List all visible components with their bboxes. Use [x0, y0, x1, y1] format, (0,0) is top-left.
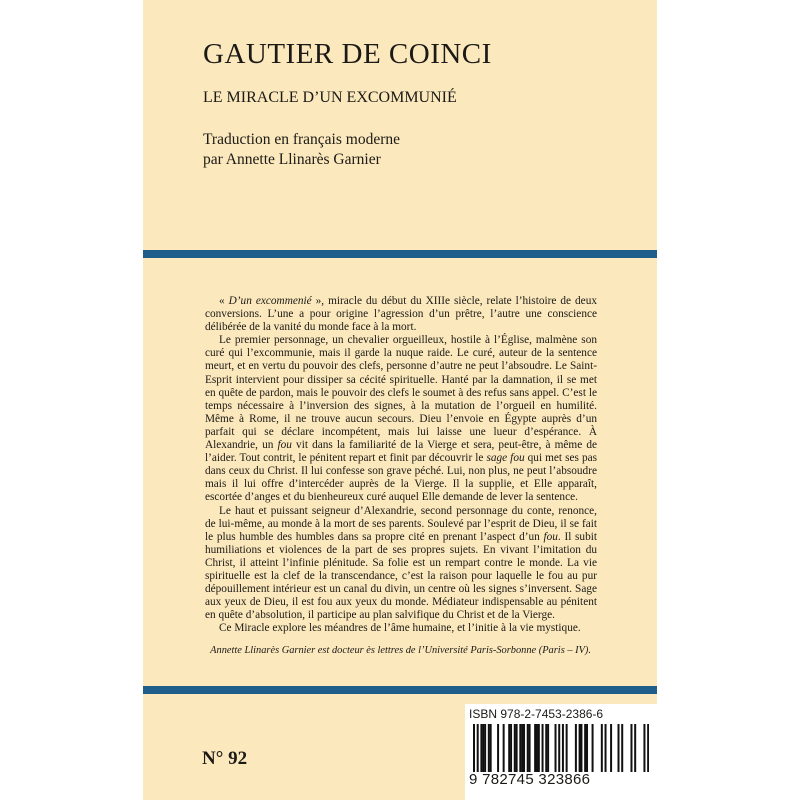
blurb-paragraph-1: [205, 295, 597, 334]
text-span: Le premier personnage, un chevalier orgueilleux, hostile à l’Église, malmène son curé qui l’excommunie, mais il garde la nuque raide. Le curé, auteur de la sentence meurt, et en vertu du pouvoir des clefs, personne d’autre ne peut l’absoudre. Le Saint-Esprit intervient pour dissiper sa cécité spirituelle. Hanté par la damnation, il se met en quête de pardon, mais le pouvoir des clefs le soumet à des refus sans appel. C’est le temps nécessaire à l’inversion des signes, à la mutation de l’orgueil en humilité. Même à Rome, il ne trouve aucun secours. Dieu l’envoie en Égypte auprès d’un parfait qui se déclare incompétent, mais lui laisse une lueur d’espérance. À Alexandrie, un: [205, 334, 597, 452]
bottom-blue-band: [143, 686, 657, 694]
ean-digits: 9 782745 323866: [469, 771, 591, 788]
blurb-paragraph-4: Ce Miracle explore les méandres de l’âme humaine, et l’initie à la vie mystique.: [219, 622, 581, 635]
author-name: GAUTIER DE COINCI: [203, 38, 492, 70]
text-span: qui met ses pas dans ceux du Christ. Il lui confesse son grave péché. Lui, non plus, ne peut l’absoudre mais il lui offre d’intercéder auprès de la Vierge. Il la supplie, et Elle apparaît, escortée d’anges et du bienheureux curé auquel Elle demande de lever la sentence.: [205, 452, 598, 504]
italic-word: sage fou: [486, 452, 525, 465]
book-back-cover: [143, 0, 657, 800]
isbn-label: ISBN 978-2-7453-2386-6: [469, 707, 604, 721]
quote-open: «: [219, 295, 229, 307]
italic-word: fou: [543, 530, 558, 543]
top-blue-band: [143, 250, 657, 258]
text-span: », miracle du début du XIIIe siècle, relate l’histoire de deux conversions. L’une a pour origine l’agression d’un prêtre, l’autre une conscience délibérée de la vanité du monde face à la mort.: [205, 295, 597, 334]
translation-line-1: Traduction en français moderne: [203, 131, 400, 148]
book-title: LE MIRACLE D’UN EXCOMMUNIÉ: [203, 89, 457, 106]
barcode-icon: [473, 724, 649, 772]
blurb-paragraph-2: [205, 334, 597, 504]
italic-title: D’un excommenié: [228, 295, 312, 307]
issue-number: N° 92: [202, 748, 248, 769]
blurb-paragraph-3: [205, 505, 597, 623]
author-credit: Annette Llinarès Garnier est docteur ès lettres de l’Université Paris-Sorbonne (Paris – IV).: [210, 645, 591, 656]
barcode-panel: [465, 704, 657, 800]
text-span: vit dans la familiarité de la Vierge et sera, peut-être, à même de l’aider. Tout contrit, le pénitent repart et finit par découvrir le: [205, 439, 597, 465]
text-span: . Il subit humiliations et violences de la part de ses propres sujets. En vivant l’imitation du Christ, il atteint l’infinie plénitude. Sa folie est un rempart contre le monde. La vie spirituelle est la clef de la transcendance, c’est la raison pour laquelle le fou au pur dépouillement intérieur est un canal du divin, un centre où les signes s’inversent. Sage aux yeux de Dieu, il est fou aux yeux du monde. Médiateur indispensable au pénitent en quête d’absolution, il participe au plan salvifique du Christ et de la Vierge.: [205, 530, 598, 622]
translation-line-2: par Annette Llinarès Garnier: [203, 150, 381, 168]
text-span: Le haut et puissant seigneur d’Alexandrie, second personnage du conte, renonce, de lui-même, au monde à la mort de ses parents. Soulevé par l’esprit de Dieu, il se fait le plus humble des humbles dans sa propre cité en prenant l’aspect d’un: [205, 504, 597, 543]
translation-credit: [203, 130, 400, 169]
italic-word: fou: [277, 439, 292, 452]
blurb-text: [205, 295, 597, 635]
